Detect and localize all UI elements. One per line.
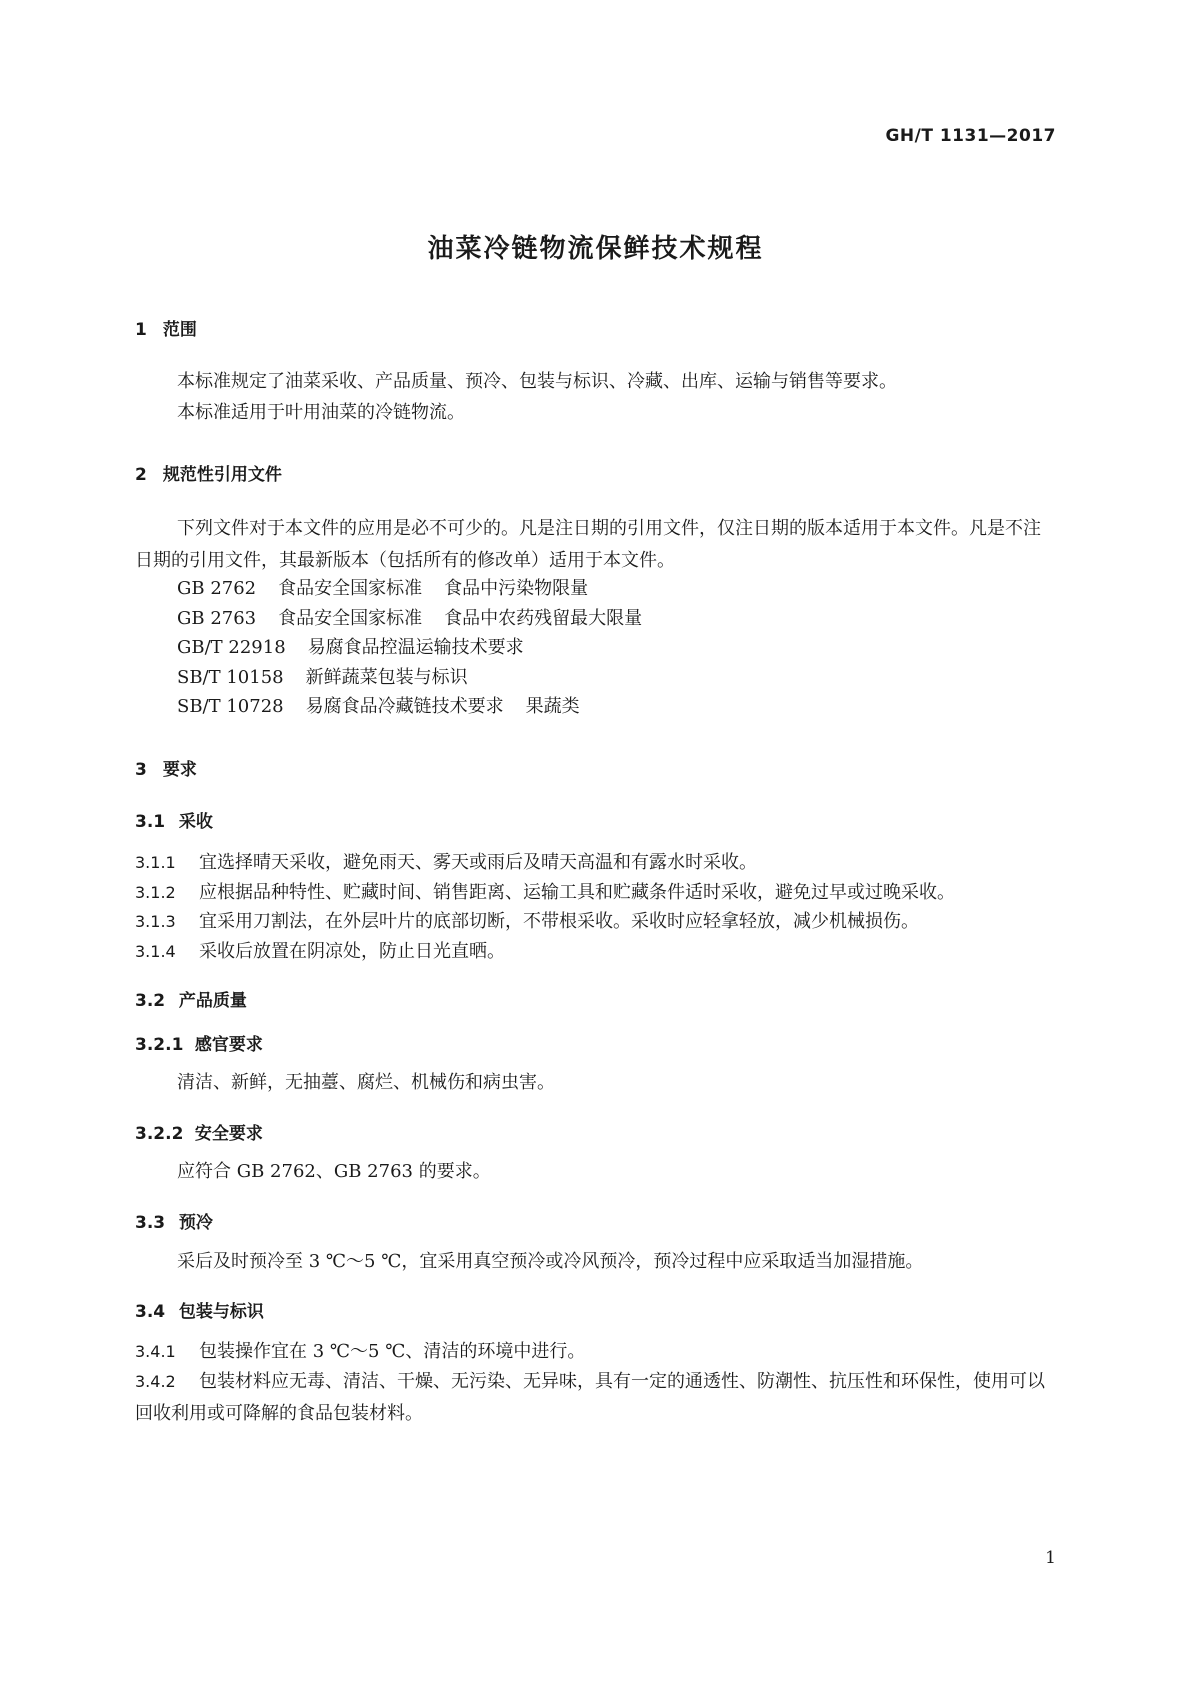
reference-code: GB/T 22918 <box>177 637 286 658</box>
section-number: 3.4 <box>135 1302 166 1322</box>
clause-number: 3.4.1 <box>135 1342 176 1361</box>
section-3-1-heading <box>135 807 213 832</box>
section-3-3-heading <box>135 1208 213 1233</box>
reference-subname: 食品中农药残留最大限量 <box>444 608 643 629</box>
section-3-4-heading <box>135 1297 264 1322</box>
section-title: 采收 <box>178 812 213 832</box>
clause-3-4-1 <box>135 1336 1057 1368</box>
section-3-heading <box>135 755 197 780</box>
clause-number: 3.1.3 <box>135 912 176 931</box>
paragraph: 本标准规定了油菜采收、产品质量、预冷、包装与标识、冷藏、出库、运输与销售等要求。 <box>177 371 897 392</box>
clause-text: 采收后放置在阴凉处，防止日光直晒。 <box>199 941 505 962</box>
section-title: 预冷 <box>178 1213 213 1233</box>
clause-text: 宜采用刀割法，在外层叶片的底部切断，不带根采收。采收时应轻拿轻放，减少机械损伤。 <box>199 911 919 932</box>
reference-code: GB 2763 <box>177 608 257 629</box>
clause-3-1-2 <box>135 877 1057 909</box>
section-number: 3.2.2 <box>135 1124 184 1144</box>
clause-3-1-1 <box>135 847 1057 879</box>
section-number: 1 <box>135 320 147 340</box>
clause-3-4-2 <box>135 1366 1057 1430</box>
clause-text: 应根据品种特性、贮藏时间、销售距离、运输工具和贮藏条件适时采收，避免过早或过晚采收。 <box>199 882 955 903</box>
section-number: 3 <box>135 760 147 780</box>
reference-name: 食品安全国家标准 <box>278 608 423 629</box>
paragraph: 清洁、新鲜，无抽薹、腐烂、机械伤和病虫害。 <box>177 1072 555 1093</box>
section-title: 包装与标识 <box>178 1302 264 1322</box>
section-number: 3.2.1 <box>135 1035 184 1055</box>
standard-code: GH/T 1131—2017 <box>885 126 1056 146</box>
reference-name: 易腐食品冷藏链技术要求 <box>305 696 504 717</box>
document-title: 油菜冷链物流保鲜技术规程 <box>427 234 764 264</box>
clause-number: 3.1.4 <box>135 942 176 961</box>
section-1-heading <box>135 315 197 340</box>
section-2-heading <box>135 460 282 485</box>
clause-number: 3.1.2 <box>135 883 176 902</box>
paragraph: 本标准适用于叶用油菜的冷链物流。 <box>177 402 465 423</box>
paragraph: 采后及时预冷至 3 ℃～5 ℃，宜采用真空预冷或冷风预冷，预冷过程中应采取适当加湿措施。 <box>177 1251 924 1272</box>
section-title: 规范性引用文件 <box>162 465 282 485</box>
section-number: 3.2 <box>135 991 166 1011</box>
reference-item <box>177 662 468 694</box>
reference-name: 易腐食品控温运输技术要求 <box>307 637 524 658</box>
section-3-2-heading <box>135 986 247 1011</box>
section-title: 产品质量 <box>178 991 247 1011</box>
section-title: 感官要求 <box>194 1035 263 1055</box>
section-number: 3.3 <box>135 1213 166 1233</box>
reference-name: 新鲜蔬菜包装与标识 <box>305 667 468 688</box>
reference-code: SB/T 10158 <box>177 667 284 688</box>
reference-subname: 果蔬类 <box>525 696 580 717</box>
section-number: 3.1 <box>135 812 166 832</box>
paragraph: 应符合 GB 2762、GB 2763 的要求。 <box>177 1161 491 1182</box>
section-3-2-1-heading <box>135 1030 263 1055</box>
section-title: 安全要求 <box>194 1124 263 1144</box>
reference-item <box>177 603 642 635</box>
clause-text: 包装材料应无毒、清洁、干燥、无污染、无异味，具有一定的通透性、防潮性、抗压性和环保性，使用可以回收利用或可降解的食品包装材料。 <box>135 1371 1045 1424</box>
clause-3-1-4 <box>135 936 1057 968</box>
section-number: 2 <box>135 465 147 485</box>
reference-item <box>177 632 524 664</box>
reference-item <box>177 573 588 605</box>
reference-subname: 食品中污染物限量 <box>444 578 589 599</box>
clause-number: 3.4.2 <box>135 1372 176 1391</box>
clause-text: 宜选择晴天采收，避免雨天、雾天或雨后及晴天高温和有露水时采收。 <box>199 852 757 873</box>
paragraph: 下列文件对于本文件的应用是必不可少的。凡是注日期的引用文件，仅注日期的版本适用于本文件。凡是不注日期的引用文件，其最新版本（包括所有的修改单）适用于本文件。 <box>135 518 1041 571</box>
section-title: 范围 <box>162 320 197 340</box>
clause-3-1-3 <box>135 906 1057 938</box>
reference-code: SB/T 10728 <box>177 696 284 717</box>
clause-text: 包装操作宜在 3 ℃～5 ℃、清洁的环境中进行。 <box>199 1341 586 1362</box>
section-title: 要求 <box>162 760 197 780</box>
reference-item <box>177 691 580 723</box>
section-3-2-2-heading <box>135 1119 263 1144</box>
clause-number: 3.1.1 <box>135 853 176 872</box>
reference-code: GB 2762 <box>177 578 257 599</box>
reference-name: 食品安全国家标准 <box>278 578 423 599</box>
page-number: 1 <box>1045 1548 1056 1568</box>
